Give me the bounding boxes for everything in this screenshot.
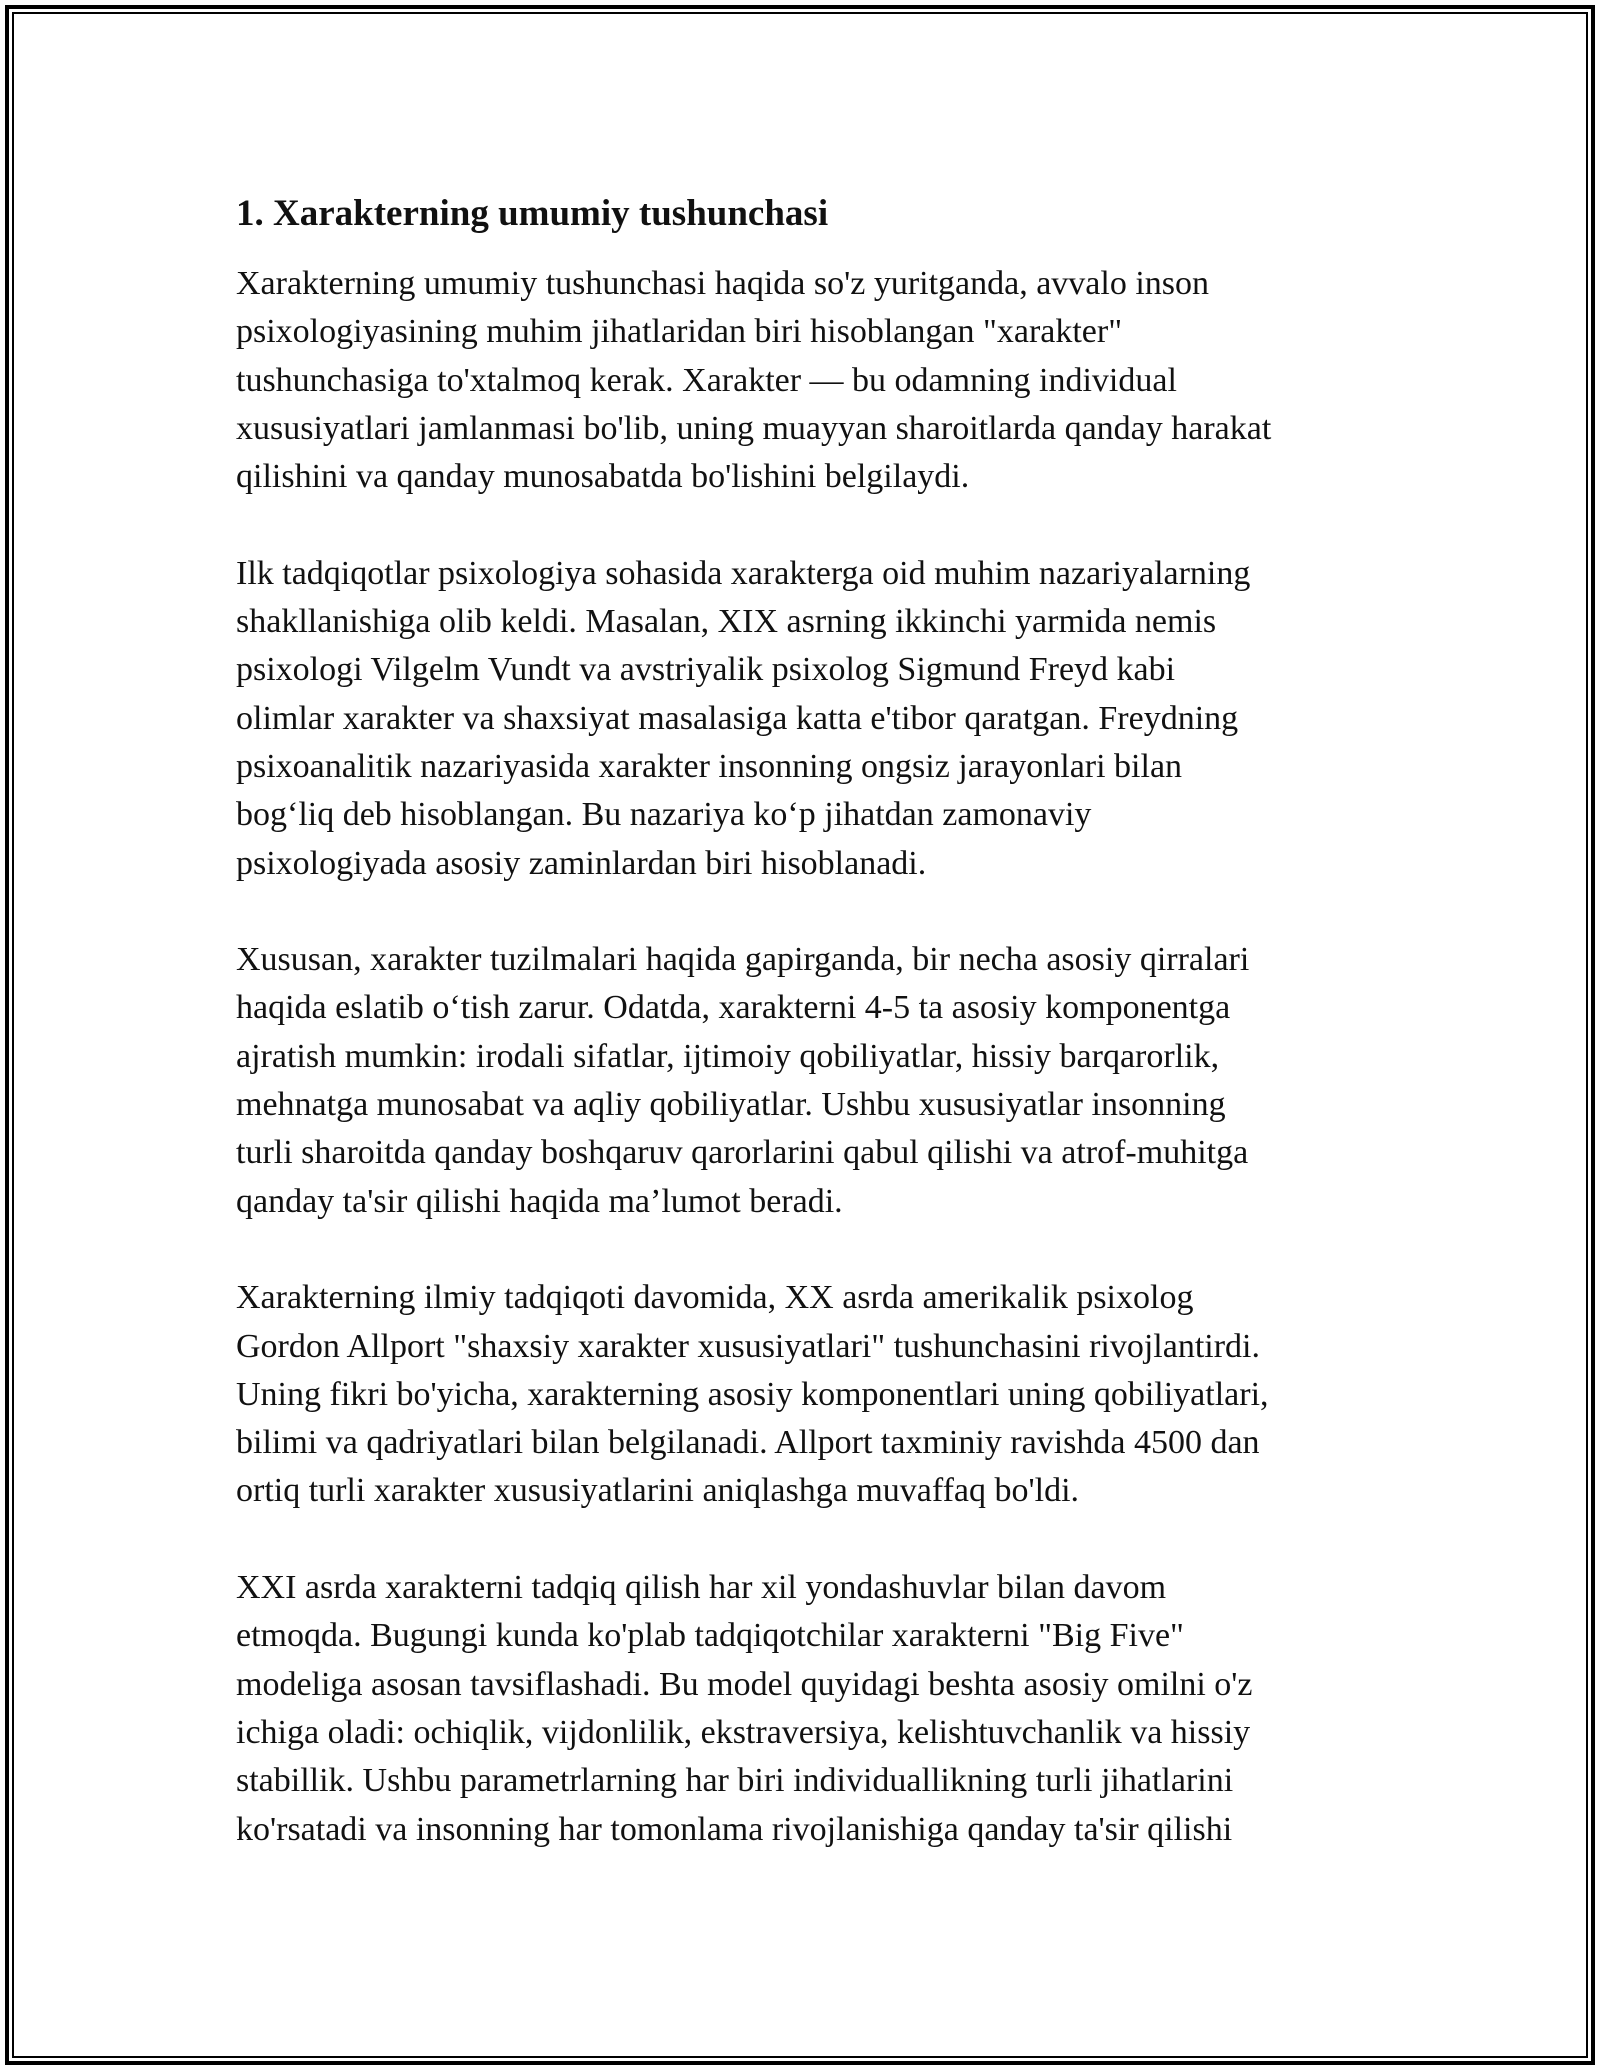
paragraph-line: psixologiyada asosiy zaminlardan biri hisoblanadi. [236,844,927,882]
paragraph-line: ortiq turli xarakter xususiyatlarini aniqlashga muvaffaq bo'ldi. [236,1472,1080,1510]
paragraph-line: ajratish mumkin: irodali sifatlar, ijtimoiy qobiliyatlar, hissiy barqarorlik, [236,1037,1220,1075]
paragraph-1 [236,260,1360,501]
paragraph-line: etmoqda. Bugungi kunda ko'plab tadqiqotchilar xarakterni "Big Five" [236,1617,1184,1655]
document-body [236,190,1360,1854]
paragraph-line: bilimi va qadriyatlari bilan belgilanadi. Allport taxminiy ravishda 4500 dan [236,1424,1260,1462]
paragraph-line: psixologi Vilgelm Vundt va avstriyalik psixolog Sigmund Freyd kabi [236,651,1176,689]
paragraph-line: Xarakterning ilmiy tadqiqoti davomida, XX asrda amerikalik psixolog [236,1279,1194,1317]
paragraph-4 [236,1274,1360,1515]
paragraph-line: ichiga oladi: ochiqlik, vijdonlilik, ekstraversiya, kelishtuvchanlik va hissiy [236,1713,1251,1751]
paragraph-line: bog‘liq deb hisoblangan. Bu nazariya ko‘p jihatdan zamonaviy [236,796,1092,834]
paragraph-line: haqida eslatib o‘tish zarur. Odatda, xarakterni 4-5 ta asosiy komponentga [236,989,1231,1027]
paragraph-line: modeliga asosan tavsiflashadi. Bu model quyidagi beshta asosiy omilni o'z [236,1665,1253,1703]
paragraph-line: ko'rsatadi va insonning har tomonlama rivojlanishiga qanday ta'sir qilishi [236,1810,1233,1848]
paragraph-line: xususiyatlari jamlanmasi bo'lib, uning muayyan sharoitlarda qanday harakat [236,409,1272,447]
paragraph-line: Ilk tadqiqotlar psixologiya sohasida xarakterga oid muhim nazariyalarning [236,554,1251,592]
paragraph-line: Uning fikri bo'yicha, xarakterning asosiy komponentlari uning qobiliyatlari, [236,1375,1269,1413]
paragraph-line: tushunchasiga to'xtalmoq kerak. Xarakter — bu odamning individual [236,361,1177,399]
paragraph-line: shakllanishiga olib keldi. Masalan, XIX asrning ikkinchi yarmida nemis [236,603,1217,641]
paragraph-5 [236,1564,1360,1854]
paragraph-line: mehnatga munosabat va aqliy qobiliyatlar. Ushbu xususiyatlar insonning [236,1086,1226,1124]
paragraph-line: Xususan, xarakter tuzilmalari haqida gapirganda, bir necha asosiy qirralari [236,941,1250,979]
paragraph-line: XXI asrda xarakterni tadqiq qilish har xil yondashuvlar bilan davom [236,1569,1167,1607]
paragraph-line: turli sharoitda qanday boshqaruv qarorlarini qabul qilishi va atrof-muhitga [236,1134,1249,1172]
section-heading: 1. Xarakterning umumiy tushunchasi [236,193,829,234]
paragraph-line: psixoanalitik nazariyasida xarakter insonning ongsiz jarayonlari bilan [236,747,1183,785]
paragraph-line: stabillik. Ushbu parametrlarning har biri individuallikning turli jihatlarini [236,1762,1234,1800]
paragraph-line: Gordon Allport "shaxsiy xarakter xususiyatlari" tushunchasini rivojlantirdi. [236,1327,1260,1365]
paragraph-3 [236,936,1360,1226]
paragraph-line: Xarakterning umumiy tushunchasi haqida so'z yuritganda, avvalo inson [236,265,1210,302]
paragraph-line: qanday ta'sir qilishi haqida ma’lumot beradi. [236,1182,843,1220]
paragraph-line: olimlar xarakter va shaxsiyat masalasiga katta e'tibor qaratgan. Freydning [236,699,1239,737]
paragraph-2 [236,550,1360,888]
paragraph-line: psixologiyasining muhim jihatlaridan biri hisoblangan "xarakter" [236,313,1123,351]
paragraph-line: qilishini va qanday munosabatda bo'lishini belgilaydi. [236,458,970,496]
